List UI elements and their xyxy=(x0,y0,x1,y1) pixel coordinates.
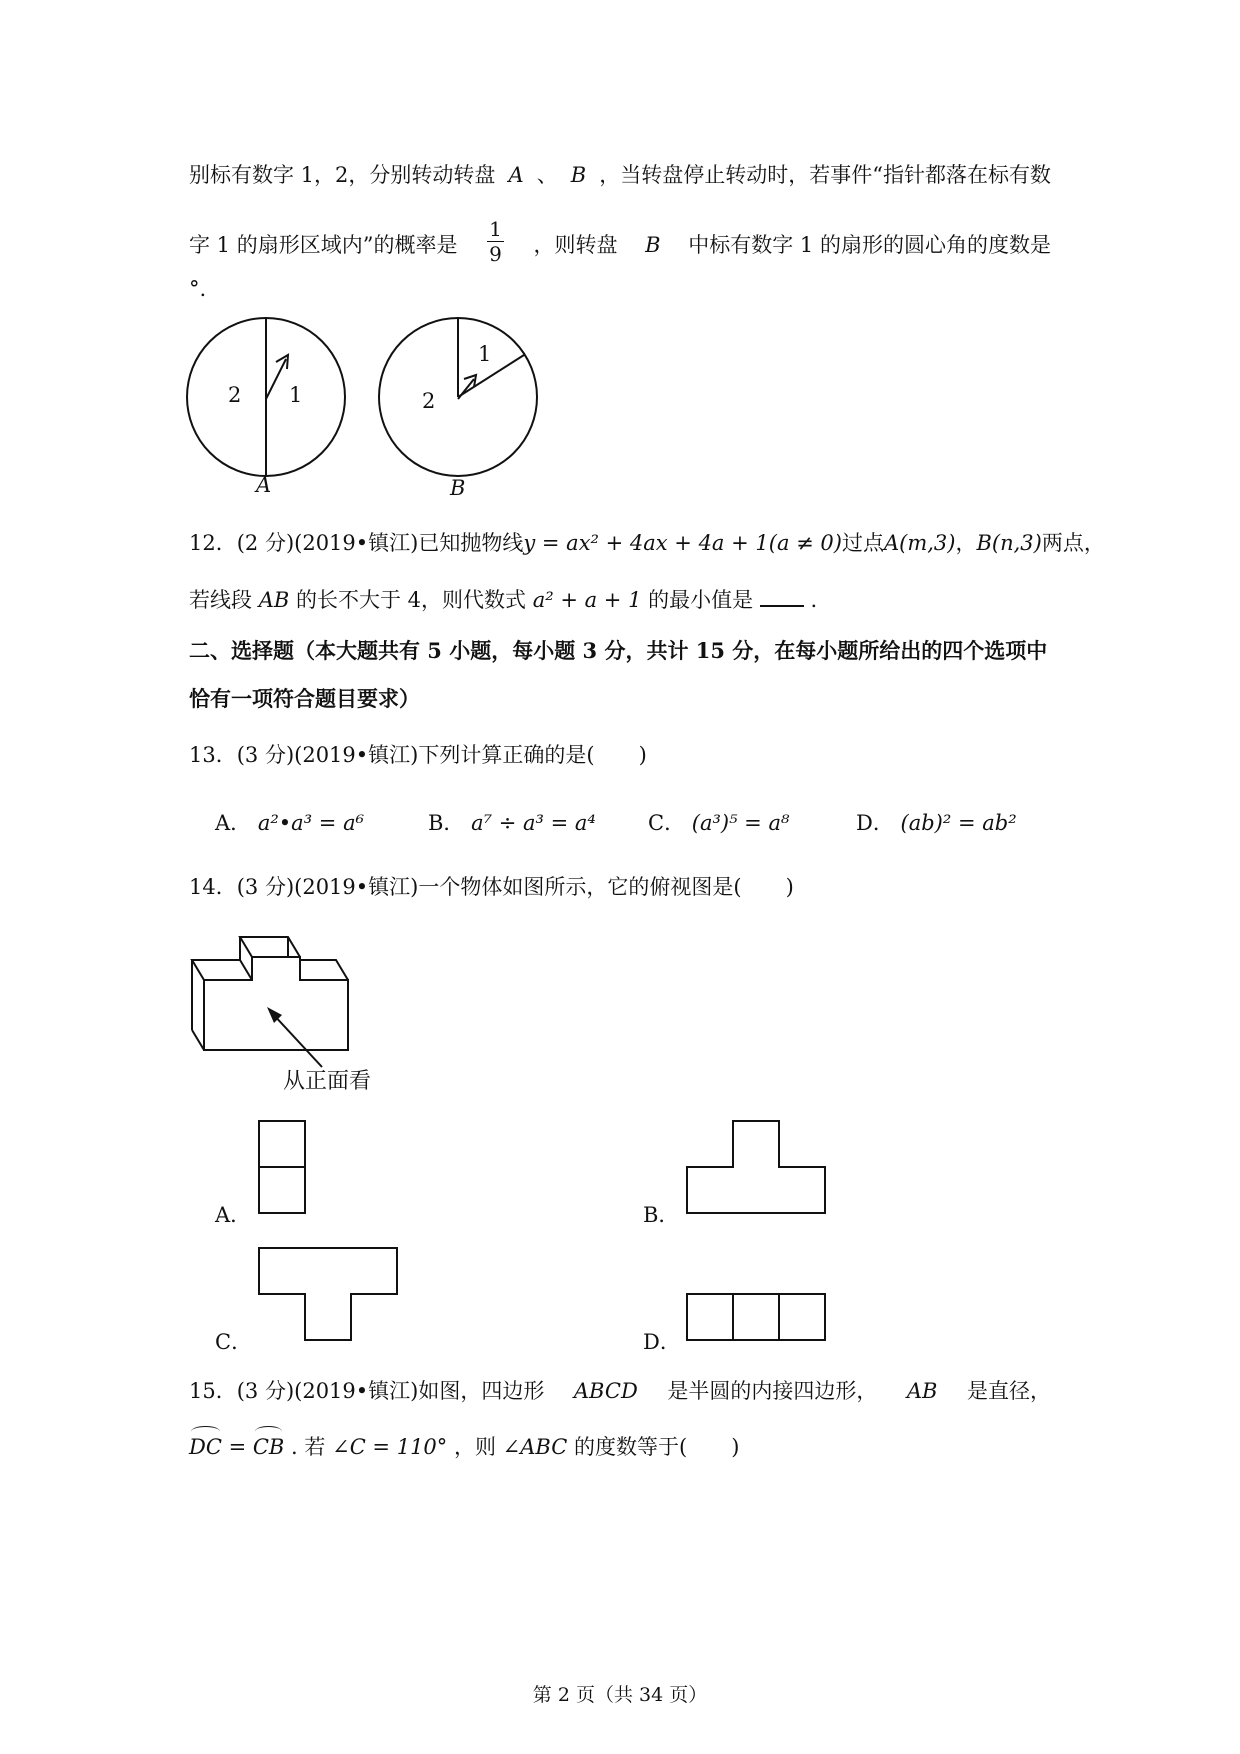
q15-line2-a: . 若 xyxy=(291,1435,326,1459)
q15-diameter: AB xyxy=(906,1379,938,1403)
q13-close-paren: ) xyxy=(638,743,647,767)
q14-option-b-figure xyxy=(686,1120,831,1220)
disk-b-big-number: 2 xyxy=(422,389,436,413)
q15-stem-b: 是半圆的内接四边形， xyxy=(667,1379,878,1403)
q12-equation: y = ax² + 4ax + 4a + 1(a ≠ 0) xyxy=(523,531,842,555)
q13-option-b-expr: a⁷ ÷ a³ = a⁴ xyxy=(471,811,596,835)
q11-line-1 xyxy=(189,160,1051,190)
q13-option-a-label: A． xyxy=(215,811,252,835)
q15-angle-condition: ∠C = 110° xyxy=(332,1435,448,1459)
q14-option-d-label[interactable]: D． xyxy=(643,1330,681,1354)
q12-line2-c: 的最小值是 xyxy=(648,588,754,612)
q12-line-1 xyxy=(189,528,1105,558)
disk-b-small-number: 1 xyxy=(478,342,492,366)
q14-option-c-figure xyxy=(258,1247,403,1347)
q11-var-a: A xyxy=(508,163,524,187)
q11-line2-part-b: ，则转盘 xyxy=(533,233,618,257)
q11-frac-num: 1 xyxy=(489,217,502,241)
q12-point-a: A(m,3) xyxy=(883,531,956,555)
q12-line2-a: 若线段 xyxy=(189,588,252,612)
q11-var-b-2: B xyxy=(645,233,661,257)
q13-option-a[interactable] xyxy=(215,808,364,838)
q12-suffix: 两点， xyxy=(1041,531,1105,555)
q12-prefix: 12．(2 分)(2019•镇江)已知抛物线 xyxy=(189,531,524,555)
q11-line1-part-b: ，当转盘停止转动时，若事件“指针都落在标有数 xyxy=(599,163,1051,187)
disk-a-left-number: 2 xyxy=(228,383,242,407)
q15-line-1 xyxy=(189,1376,1051,1406)
spinner-disk-a xyxy=(186,317,356,477)
q11-line-2 xyxy=(189,217,1051,273)
q11-line-3: °. xyxy=(189,277,207,301)
q15-arc-dc: DC xyxy=(189,1432,222,1462)
q14-option-a-figure xyxy=(258,1120,308,1220)
q13-option-c-label: C． xyxy=(648,811,686,835)
q12-mid: 过点 xyxy=(841,531,884,555)
q12-line2-end: . xyxy=(810,588,818,612)
q15-quad: ABCD xyxy=(573,1379,638,1403)
q12-point-b: B(n,3) xyxy=(976,531,1042,555)
q15-line2-c: 的度数等于( xyxy=(574,1435,688,1459)
q13-option-d[interactable] xyxy=(856,808,1017,838)
section-2-heading-line-1 xyxy=(189,636,1051,666)
q14-option-b-label[interactable]: B． xyxy=(643,1203,680,1227)
q12-expression: a² + a + 1 xyxy=(532,588,642,612)
q12-segment: AB xyxy=(258,588,290,612)
q13-option-c-expr: (a³)⁵ = a⁸ xyxy=(691,811,790,835)
q15-close-paren: ) xyxy=(731,1435,740,1459)
q14-option-d-figure xyxy=(686,1293,831,1343)
q14-stem-text: 14．(3 分)(2019•镇江)一个物体如图所示，它的俯视图是( xyxy=(189,875,742,899)
q13-stem-text: 13．(3 分)(2019•镇江)下列计算正确的是( xyxy=(189,743,595,767)
q13-option-c[interactable] xyxy=(648,808,789,838)
q15-line2-b: ，则 xyxy=(453,1435,496,1459)
q11-frac-den: 9 xyxy=(489,242,502,266)
q12-line2-b: 的长不大于 4，则代数式 xyxy=(295,588,527,612)
q13-option-b[interactable] xyxy=(428,808,596,838)
section-2-heading-text: 二、选择题（本大题共有 5 小题，每小题 3 分，共计 15 分，在每小题所给出的四个选项中 xyxy=(189,638,1048,663)
q15-eq: = xyxy=(221,1435,253,1459)
q11-var-b: B xyxy=(570,163,587,187)
q13-stem xyxy=(189,740,647,770)
section-2-heading-line-2: 恰有一项符合题目要求） xyxy=(189,686,420,711)
q11-line1-part-a: 别标有数字 1，2，分别转动转盘 xyxy=(189,163,496,187)
q11-line2-part-a: 字 1 的扇形区域内”的概率是 xyxy=(189,233,458,257)
q11-sep: 、 xyxy=(536,163,558,187)
q13-option-d-expr: (ab)² = ab² xyxy=(900,811,1017,835)
disk-a-right-number: 1 xyxy=(289,383,303,407)
q14-option-a-label[interactable]: A． xyxy=(215,1203,252,1227)
q14-close-paren: ) xyxy=(785,875,794,899)
q15-angle-question: ∠ABC xyxy=(502,1435,568,1459)
q15-arc-cb: CB xyxy=(253,1432,285,1462)
page-footer: 第 2 页（共 34 页） xyxy=(532,1684,708,1706)
q15-line-2 xyxy=(189,1432,739,1462)
q14-stem xyxy=(189,872,794,902)
spinner-disk-b xyxy=(378,317,548,477)
q15-stem-a: 15．(3 分)(2019•镇江)如图，四边形 xyxy=(189,1379,545,1403)
disk-a-label: A xyxy=(256,473,272,497)
q12-comma: ， xyxy=(955,531,977,555)
q14-view-label: 从正面看 xyxy=(283,1069,372,1094)
q12-answer-blank[interactable] xyxy=(760,585,804,607)
q13-option-b-label: B． xyxy=(428,811,465,835)
q11-fraction xyxy=(487,217,504,273)
q11-line2-part-c: 中标有数字 1 的扇形的圆心角的度数是 xyxy=(688,233,1051,257)
q12-line-2 xyxy=(189,585,817,615)
q13-option-d-label: D． xyxy=(856,811,894,835)
q14-option-c-label[interactable]: C． xyxy=(215,1330,253,1354)
q15-stem-c: 是直径， xyxy=(967,1379,1051,1403)
q14-object-figure xyxy=(190,935,370,1075)
disk-b-label: B xyxy=(450,476,466,500)
q13-option-a-expr: a²•a³ = a⁶ xyxy=(257,811,365,835)
